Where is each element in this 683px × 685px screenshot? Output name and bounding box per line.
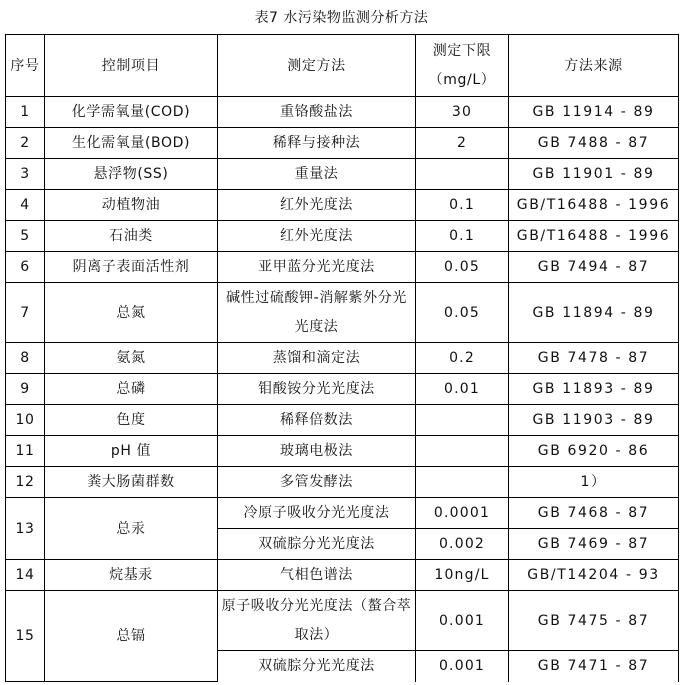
cell-source: GB/T16488 - 1996 <box>509 190 679 221</box>
cell-limit: 0.05 <box>416 252 509 283</box>
cell-limit: 0.05 <box>416 283 509 343</box>
cell-item: 色度 <box>45 405 218 436</box>
cell-source: GB 7475 - 87 <box>509 591 679 651</box>
cell-item: 总汞 <box>45 498 218 560</box>
table-row <box>6 374 679 405</box>
cell-source: GB 7471 - 87 <box>509 651 679 682</box>
cell-limit <box>416 405 509 436</box>
cell-limit: 0.2 <box>416 343 509 374</box>
cell-source: GB 11894 - 89 <box>509 283 679 343</box>
table-row <box>6 436 679 467</box>
cell-method: 红外光度法 <box>218 190 416 221</box>
cell-source: 1） <box>509 467 679 498</box>
cell-source: GB 7494 - 87 <box>509 252 679 283</box>
header-limit-line1: 测定下限 <box>432 42 492 59</box>
cell-limit <box>416 467 509 498</box>
cell-method: 双硫腙分光光度法 <box>218 529 416 560</box>
cell-limit <box>416 436 509 467</box>
cell-method-text: 原子吸收分光光度法（螯合萃取法） <box>221 597 412 643</box>
cell-limit: 0.1 <box>416 190 509 221</box>
cell-method <box>218 283 416 343</box>
cell-method: 亚甲蓝分光光度法 <box>218 252 416 283</box>
header-limit-line2: （mg/L） <box>428 71 496 88</box>
cell-index: 13 <box>6 498 45 560</box>
cell-method: 稀释倍数法 <box>218 405 416 436</box>
cell-limit: 0.01 <box>416 374 509 405</box>
cell-index: 11 <box>6 436 45 467</box>
cell-method: 冷原子吸收分光光度法 <box>218 498 416 529</box>
header-row <box>6 35 679 97</box>
cell-method: 气相色谱法 <box>218 560 416 591</box>
cell-item: 生化需氧量(BOD) <box>45 128 218 159</box>
cell-source: GB/T14204 - 93 <box>509 560 679 591</box>
table-row <box>6 498 679 529</box>
table-row <box>6 343 679 374</box>
cell-method: 钼酸铵分光光度法 <box>218 374 416 405</box>
cell-method: 玻璃电极法 <box>218 436 416 467</box>
cell-source: GB 6920 - 86 <box>509 436 679 467</box>
cell-item: pH 值 <box>45 436 218 467</box>
cell-source: GB 11903 - 89 <box>509 405 679 436</box>
cell-index: 8 <box>6 343 45 374</box>
header-source: 方法来源 <box>509 35 679 97</box>
cell-limit: 0.1 <box>416 221 509 252</box>
cell-method: 重量法 <box>218 159 416 190</box>
cell-index: 14 <box>6 560 45 591</box>
cell-method <box>218 591 416 651</box>
cell-method: 重铬酸盐法 <box>218 97 416 128</box>
cell-source: GB 11893 - 89 <box>509 374 679 405</box>
cell-item: 阴离子表面活性剂 <box>45 252 218 283</box>
cell-method: 双硫腙分光光度法 <box>218 651 416 682</box>
cell-index: 7 <box>6 283 45 343</box>
monitoring-methods-table <box>5 34 679 682</box>
cell-item: 石油类 <box>45 221 218 252</box>
table-row <box>6 467 679 498</box>
cell-item: 总镉 <box>45 591 218 682</box>
cell-index: 15 <box>6 591 45 682</box>
header-method: 测定方法 <box>218 35 416 97</box>
table-row <box>6 405 679 436</box>
table-row <box>6 221 679 252</box>
cell-limit: 0.002 <box>416 529 509 560</box>
cell-item: 总磷 <box>45 374 218 405</box>
cell-index: 10 <box>6 405 45 436</box>
header-limit <box>416 35 509 97</box>
cell-method: 蒸馏和滴定法 <box>218 343 416 374</box>
cell-index: 6 <box>6 252 45 283</box>
cell-source: GB/T16488 - 1996 <box>509 221 679 252</box>
cell-item: 总氮 <box>45 283 218 343</box>
cell-item: 烷基汞 <box>45 560 218 591</box>
table-row <box>6 128 679 159</box>
cell-index: 4 <box>6 190 45 221</box>
cell-source: GB 7478 - 87 <box>509 343 679 374</box>
table-row <box>6 560 679 591</box>
cell-index: 12 <box>6 467 45 498</box>
cell-limit: 0.0001 <box>416 498 509 529</box>
cell-method-text: 碱性过硫酸钾-消解紫外分光光度法 <box>226 289 407 335</box>
cell-method: 多管发酵法 <box>218 467 416 498</box>
cell-source: GB 7468 - 87 <box>509 498 679 529</box>
cell-index: 2 <box>6 128 45 159</box>
table-row <box>6 190 679 221</box>
table-row <box>6 283 679 343</box>
cell-source: GB 11914 - 89 <box>509 97 679 128</box>
table-row <box>6 252 679 283</box>
cell-limit: 30 <box>416 97 509 128</box>
cell-limit: 2 <box>416 128 509 159</box>
cell-index: 5 <box>6 221 45 252</box>
table-row <box>6 97 679 128</box>
cell-method: 红外光度法 <box>218 221 416 252</box>
table-row <box>6 591 679 651</box>
cell-item: 悬浮物(SS) <box>45 159 218 190</box>
cell-limit <box>416 159 509 190</box>
cell-method: 稀释与接种法 <box>218 128 416 159</box>
cell-index: 3 <box>6 159 45 190</box>
cell-item: 动植物油 <box>45 190 218 221</box>
table-caption: 表7 水污染物监测分析方法 <box>254 10 429 26</box>
cell-source: GB 7488 - 87 <box>509 128 679 159</box>
cell-index: 1 <box>6 97 45 128</box>
cell-item: 化学需氧量(COD) <box>45 97 218 128</box>
cell-index: 9 <box>6 374 45 405</box>
cell-item: 氨氮 <box>45 343 218 374</box>
cell-source: GB 7469 - 87 <box>509 529 679 560</box>
cell-limit: 0.001 <box>416 591 509 651</box>
header-index: 序号 <box>6 35 45 97</box>
cell-limit: 0.001 <box>416 651 509 682</box>
table-row <box>6 159 679 190</box>
cell-limit: 10ng/L <box>416 560 509 591</box>
cell-item: 粪大肠菌群数 <box>45 467 218 498</box>
cell-source: GB 11901 - 89 <box>509 159 679 190</box>
header-item: 控制项目 <box>45 35 218 97</box>
